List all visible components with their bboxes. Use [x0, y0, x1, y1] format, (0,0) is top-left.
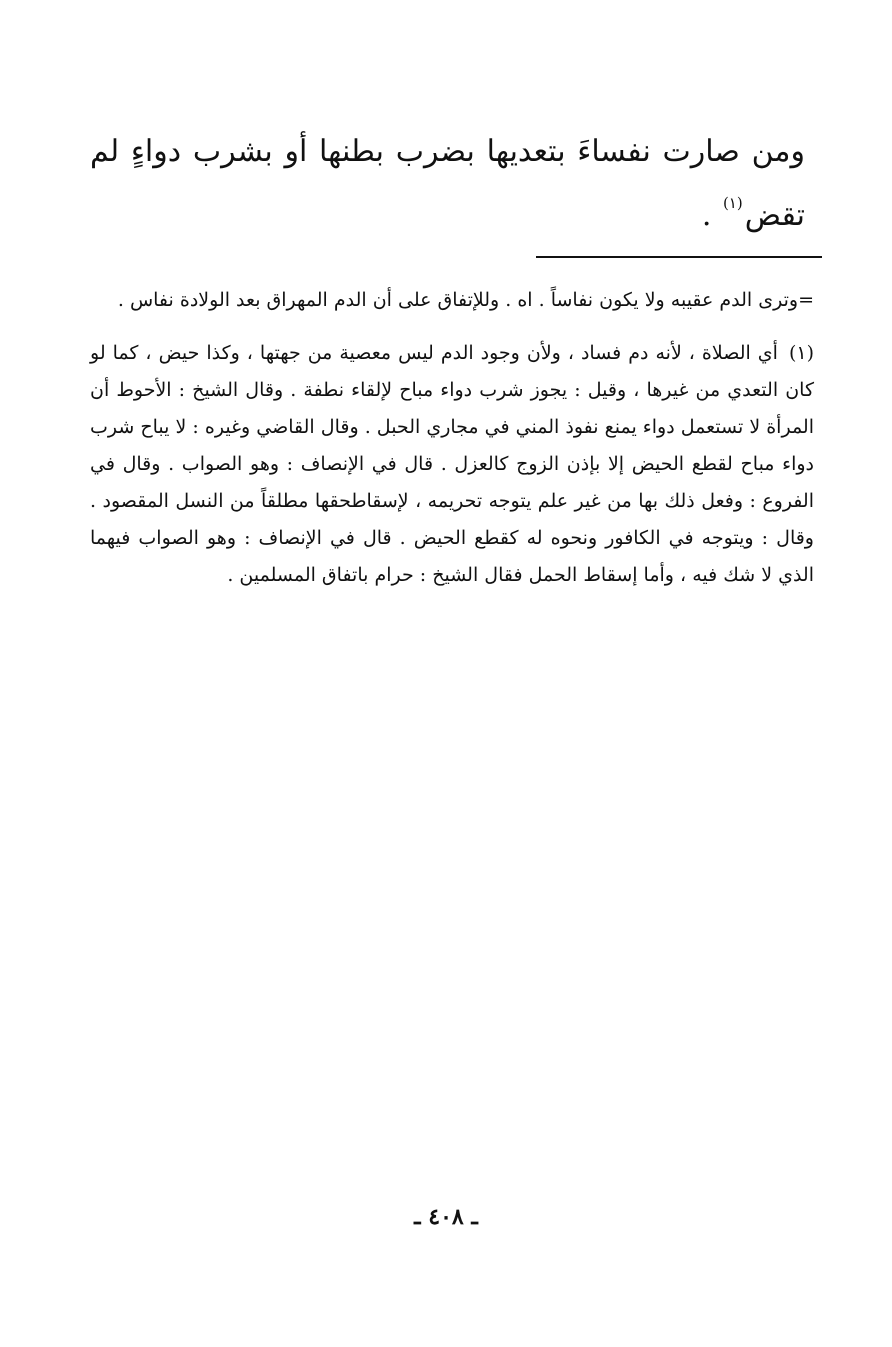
main-text-body: ومن صارت نفساءَ بتعديها بضرب بطنها أو بشرب دواءٍ لم تقض — [90, 134, 805, 233]
footnote-1-text: أي الصلاة ، لأنه دم فساد ، ولأن وجود الدم ليس معصية من جهتها ، وكذا حيض ، كما لو كان التعدي من غيرها ، وقيل : يجوز شرب دواء مباح لإلقاء نطفة . وقال الشيخ : الأحوط أن المرأة لا تستعمل دواء يمنع نفوذ المني في مجاري الحبل . وقال القاضي وغيره : لا يباح شرب دواء مباح لقطع الحيض إلا بإذن الزوج كالعزل . قال في الإنصاف : وهو الصواب . وقال في الفروع : وفعل ذلك بها من غير علم يتوجه تحريمه ، لإسقاطحقها مطلقاً من النسل المقصود . وقال : ويتوجه في الكافور ونحوه له كقطع الحيض . قال في الإنصاف : وهو الصواب فيهما الذي لا شك فيه ، وأما إسقاط الحمل فقال الشيخ : حرام باتفاق المسلمين . — [90, 342, 814, 586]
page-number: ـ ٤٠٨ ـ — [414, 1204, 478, 1230]
main-text-end-mark: . — [701, 198, 712, 233]
footnote-reference: (١) — [722, 194, 743, 212]
footnotes-section — [90, 282, 814, 594]
footnote-separator — [536, 256, 822, 258]
footnote-continuation: =وترى الدم عقيبه ولا يكون نفاساً . اه . وللإتفاق على أن الدم المهراق بعد الولادة نفاس . — [117, 289, 814, 311]
main-text — [90, 120, 805, 248]
footnote-1 — [90, 335, 814, 594]
footnote-1-marker: (١) — [788, 342, 814, 364]
